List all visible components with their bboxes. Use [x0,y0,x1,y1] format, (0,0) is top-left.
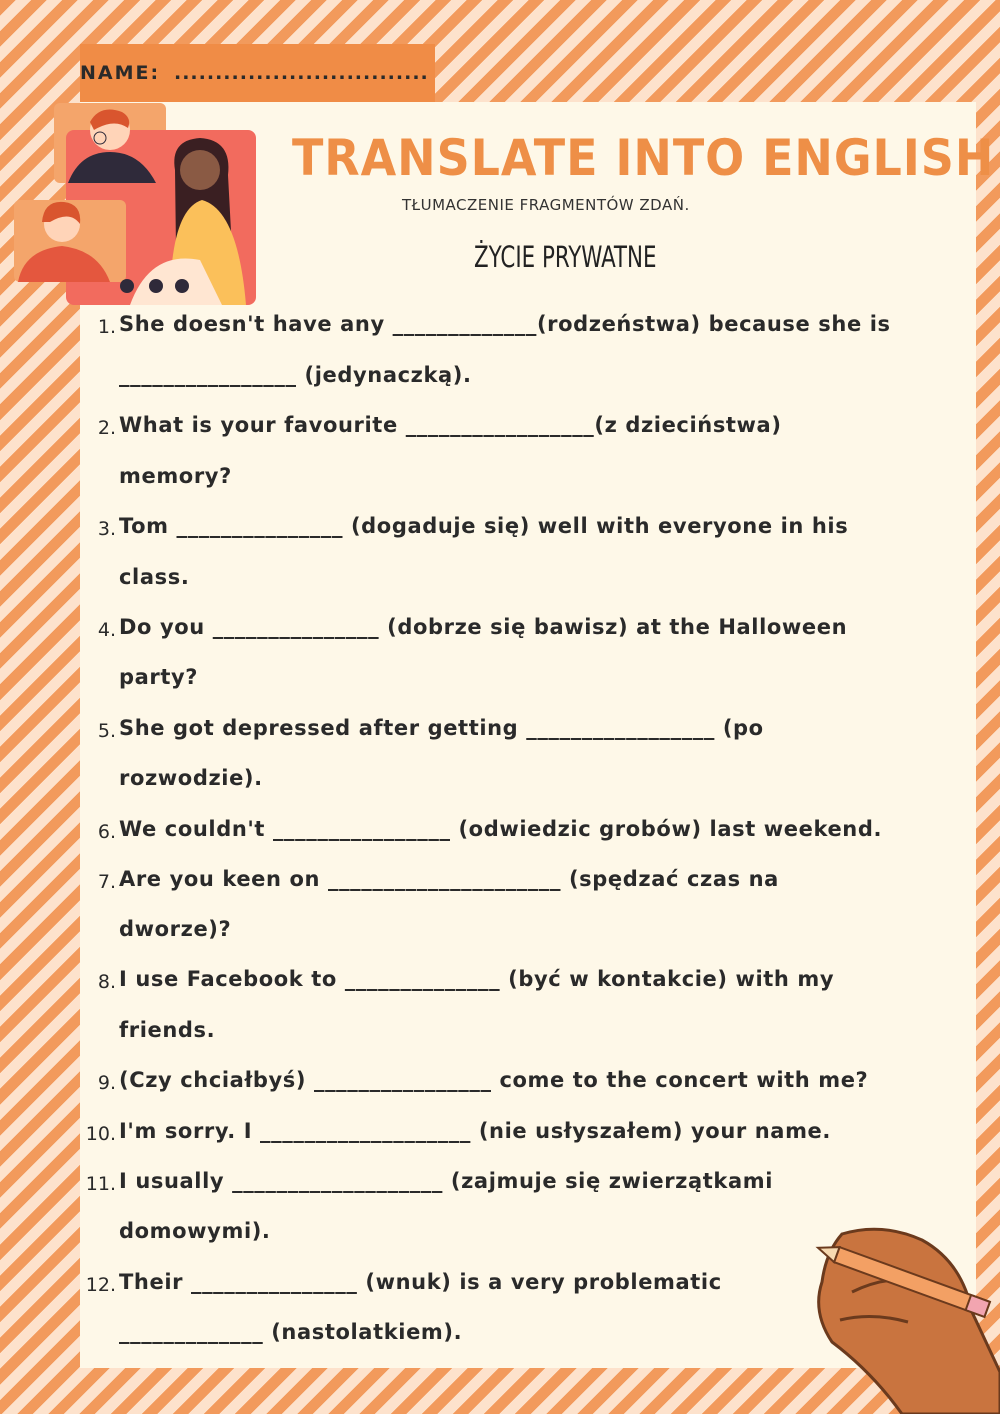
question-number: 7. [97,871,116,893]
question-12-line-1: Their _______________ (wnuk) is a very problematic [119,1270,722,1294]
question-9-line-1: (Czy chciałbyś) ________________ come to the concert with me? [119,1068,869,1092]
question-2-line-2: memory? [119,464,232,488]
question-6-line-1: We couldn't ________________ (odwiedzic grobów) last weekend. [119,817,883,841]
question-number: 5. [97,720,116,742]
question-11-line-2: domowymi). [119,1219,271,1243]
question-12-line-2: _____________ (nastolatkiem). [119,1320,463,1344]
question-number: 11. [85,1173,116,1195]
question-8-line-1: I use Facebook to ______________ (być w kontakcie) with my [119,967,835,991]
question-number: 2. [97,417,116,439]
question-number: 4. [97,619,116,641]
question-number: 10. [85,1123,116,1145]
question-10-line-1: I'm sorry. I ___________________ (nie usłyszałem) your name. [119,1119,831,1143]
question-number: 3. [97,518,116,540]
question-number: 12. [85,1274,116,1296]
question-7-line-1: Are you keen on _____________________ (spędzać czas na [119,867,779,891]
question-5-line-1: She got depressed after getting _________________ (po [119,716,764,740]
question-4-line-2: party? [119,665,199,689]
question-3-line-1: Tom _______________ (dogaduje się) well with everyone in his [119,514,849,538]
people-video-call-illustration [10,100,260,305]
question-7-line-2: dworze)? [119,917,232,941]
question-2-line-1: What is your favourite _________________(z dzieciństwa) [119,413,782,437]
name-label: NAME: [80,62,161,84]
question-11-line-1: I usually ___________________ (zajmuje się zwierzątkami [119,1169,773,1193]
hand-with-pencil-illustration [812,1222,1000,1414]
name-dots: ............................... [174,62,429,84]
question-3-line-2: class. [119,565,190,589]
question-1-line-2: ________________ (jedynaczką). [119,363,472,387]
question-4-line-1: Do you _______________ (dobrze się bawisz) at the Halloween [119,615,848,639]
question-number: 1. [97,316,116,338]
question-8-line-2: friends. [119,1018,216,1042]
name-bar [80,44,435,102]
worksheet-title: TRANSLATE INTO ENGLISH [292,129,995,187]
question-number: 9. [97,1072,116,1094]
question-5-line-2: rozwodzie). [119,766,263,790]
question-number: 8. [97,971,116,993]
section-title: ŻYCIE PRYWATNE [474,240,657,274]
worksheet-subtitle: TŁUMACZENIE FRAGMENTÓW ZDAŃ. [402,196,690,214]
question-number: 6. [97,821,116,843]
question-1-line-1: She doesn't have any _____________(rodzeństwa) because she is [119,312,891,336]
